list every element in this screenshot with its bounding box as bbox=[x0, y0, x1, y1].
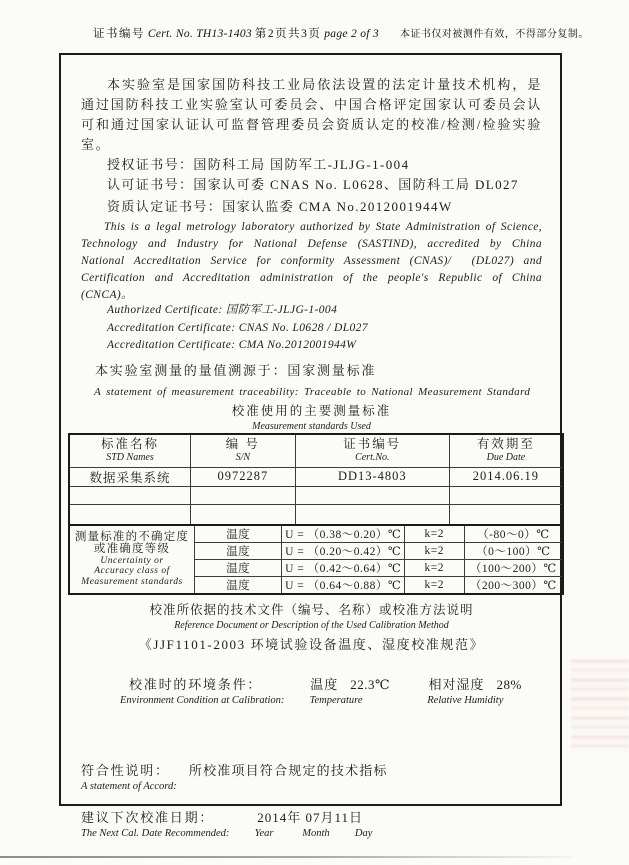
next-cal-day-en: Day bbox=[354, 827, 373, 839]
reference-title-en: Reference Document or Description of the Used Calibration Method bbox=[174, 619, 449, 631]
cell-serial: 0972287 bbox=[191, 467, 296, 486]
scan-edge-line bbox=[0, 856, 574, 858]
next-cal-date-row bbox=[81, 809, 542, 827]
reference-document: 《JJF1101-2003 环境试验设备温度、湿度校准规范》 bbox=[138, 636, 485, 652]
standards-header-row bbox=[69, 434, 563, 468]
cell-k-factor: k=2 bbox=[404, 542, 464, 559]
page-count-en: page 2 of 3 bbox=[324, 28, 379, 40]
table-cell-empty bbox=[191, 486, 296, 504]
temperature-value: 22.3℃ bbox=[350, 676, 391, 692]
table-cell-empty bbox=[295, 504, 449, 525]
measurement-standards-table bbox=[68, 433, 564, 526]
standards-table-title-en: Measurement standards Used bbox=[252, 420, 371, 432]
cell-quantity: 温度 bbox=[194, 525, 281, 543]
humidity-label-en: Relative Humidity bbox=[427, 694, 504, 706]
cell-std-name: 数据采集系统 bbox=[69, 467, 191, 486]
accord-statement bbox=[81, 762, 542, 780]
temperature-label-en: Temperature bbox=[309, 694, 363, 706]
header-serial bbox=[191, 434, 296, 468]
cell-k-factor: k=2 bbox=[404, 525, 464, 543]
page-header-line bbox=[93, 25, 589, 41]
cell-range: （-80～0）℃ bbox=[464, 525, 563, 543]
cell-cert-no: DD13-4803 bbox=[295, 467, 449, 486]
accredited-cert-line: 认可证书号：国家认可委 CNAS No. L0628、国防科工局 DL027 bbox=[107, 177, 519, 192]
uncertainty-label-cell bbox=[69, 525, 194, 594]
cell-range: （100～200）℃ bbox=[464, 559, 563, 576]
next-cal-date-row-en bbox=[81, 827, 542, 840]
certificate-frame bbox=[59, 53, 562, 839]
header-cert-no-zh: 证书编号 bbox=[343, 437, 402, 451]
table-cell-empty bbox=[191, 504, 296, 525]
ink-bleed-through-mark bbox=[571, 660, 629, 752]
header-serial-en: S/N bbox=[235, 452, 251, 463]
environment-condition-row-en bbox=[81, 694, 542, 708]
authorized-cert-line: 授权证书号：国防科工局 国防军工-JLJG-1-004 bbox=[107, 157, 410, 172]
table-cell-empty bbox=[449, 486, 563, 504]
cell-range: （200～300）℃ bbox=[464, 576, 563, 594]
header-std-name-en: STD Names bbox=[106, 452, 154, 463]
temperature-label-zh: 温度 bbox=[310, 676, 339, 692]
traceability-statement-en: A statement of measurement traceability: Traceable to National Measurement Standard bbox=[94, 385, 531, 398]
cell-k-factor: k=2 bbox=[404, 559, 464, 576]
uncertainty-table bbox=[68, 524, 564, 595]
header-due-date bbox=[449, 434, 563, 468]
next-cal-label-zh: 建议下次校准日期： bbox=[81, 809, 215, 825]
header-std-name-zh: 标准名称 bbox=[101, 437, 160, 451]
cell-uncertainty: U = （0.38～0.20）℃ bbox=[282, 525, 405, 543]
standards-empty-row bbox=[69, 504, 563, 525]
accord-value: 所校准项目符合规定的技术指标 bbox=[188, 762, 388, 778]
standards-table-title-zh: 校准使用的主要测量标准 bbox=[231, 403, 392, 418]
standards-empty-row bbox=[69, 486, 563, 504]
next-cal-month-en: Month bbox=[302, 827, 330, 839]
cell-due-date: 2014.06.19 bbox=[449, 467, 563, 486]
humidity-label-zh: 相对湿度 bbox=[428, 676, 485, 692]
cert-number-value: Cert. No. TH13-1403 bbox=[147, 28, 252, 40]
lab-intro-english-paragraph: This is a legal metrology laboratory authorized by State Administration of Science, Technology and Industry for National Defense (SASTIND), accredited by China National Accreditation Service for conformity Assessment (CNAS)/ (DL027) and Certification and Accreditation administration of the people's Republic of China (CNCA)。 bbox=[81, 221, 542, 301]
table-cell-empty bbox=[295, 486, 449, 504]
lab-intro-paragraph: 本实验室是国家国防科技工业局依法设置的法定计量技术机构，是通过国防科技工业实验室认可委员会、中国合格评定国家认可委员会认可和通过国家认证认可监督管理委员会资质认定的校准/检测/检验实验室。 bbox=[81, 77, 542, 152]
authorized-certificate-en: Authorized Certificate: 国防军工-JLJG-1-004 bbox=[107, 304, 338, 316]
cell-uncertainty: U = （0.64～0.88）℃ bbox=[282, 576, 405, 594]
environment-humidity bbox=[429, 676, 522, 694]
environment-temperature bbox=[310, 676, 425, 694]
next-cal-value: 2014年 07月11日 bbox=[257, 809, 364, 825]
cell-uncertainty: U = （0.20～0.42）℃ bbox=[282, 542, 405, 559]
table-cell-empty bbox=[449, 504, 563, 525]
traceability-statement-zh: 本实验室测量的量值溯源于：国家测量标准 bbox=[95, 362, 377, 378]
cert-number-label: 证书编号 bbox=[93, 28, 145, 40]
table-cell-empty bbox=[69, 504, 191, 525]
cell-quantity: 温度 bbox=[194, 559, 281, 576]
uncertainty-row bbox=[69, 525, 563, 543]
header-std-name bbox=[69, 434, 191, 468]
header-due-date-zh: 有效期至 bbox=[476, 437, 535, 451]
copy-restriction-notice: 本证书仅对被测件有效，不得部分复制。 bbox=[399, 29, 589, 40]
environment-condition-row bbox=[81, 676, 542, 694]
standards-data-row bbox=[69, 467, 563, 486]
header-serial-zh: 编 号 bbox=[225, 437, 260, 451]
next-cal-label-en: The Next Cal. Date Recommended: bbox=[81, 827, 230, 839]
reference-title-zh: 校准所依据的技术文件（编号、名称）或校准方法说明 bbox=[149, 602, 474, 617]
accreditation-certificate-en-1: Accreditation Certificate: CNAS No. L0628 / DL027 bbox=[107, 321, 368, 334]
cell-uncertainty: U = （0.42～0.64）℃ bbox=[282, 559, 405, 576]
header-due-date-en: Due Date bbox=[486, 452, 526, 463]
accord-label-zh: 符合性说明： bbox=[81, 762, 170, 778]
header-cert-no-en: Cert.No. bbox=[355, 452, 390, 463]
qualification-cert-line: 资质认定证书号：国家认监委 CMA No.2012001944W bbox=[107, 199, 453, 214]
page-count-zh: 第2页共3页 bbox=[254, 28, 322, 40]
humidity-value: 28% bbox=[496, 676, 522, 692]
cell-range: （0～100）℃ bbox=[464, 542, 563, 559]
cell-k-factor: k=2 bbox=[404, 576, 464, 594]
cell-quantity: 温度 bbox=[194, 542, 281, 559]
uncertainty-label-en1: Uncertainty or bbox=[100, 555, 164, 566]
environment-label-zh: 校准时的环境条件： bbox=[129, 676, 263, 692]
accord-label-en: A statement of Accord: bbox=[81, 780, 177, 792]
uncertainty-label-zh2: 或准确度等级 bbox=[93, 543, 171, 556]
next-cal-year-en: Year bbox=[254, 827, 274, 839]
header-cert-no bbox=[295, 434, 449, 468]
environment-label-en: Environment Condition at Calibration: bbox=[120, 694, 285, 706]
uncertainty-label-en3: Measurement standards bbox=[81, 576, 183, 587]
cell-quantity: 温度 bbox=[194, 576, 281, 594]
accreditation-certificate-en-2: Accreditation Certificate: CMA No.2012001944W bbox=[107, 339, 357, 351]
uncertainty-label-en2: Accuracy class of bbox=[94, 566, 170, 577]
table-cell-empty bbox=[69, 486, 191, 504]
uncertainty-label-zh1: 测量标准的不确定度 bbox=[74, 530, 190, 543]
